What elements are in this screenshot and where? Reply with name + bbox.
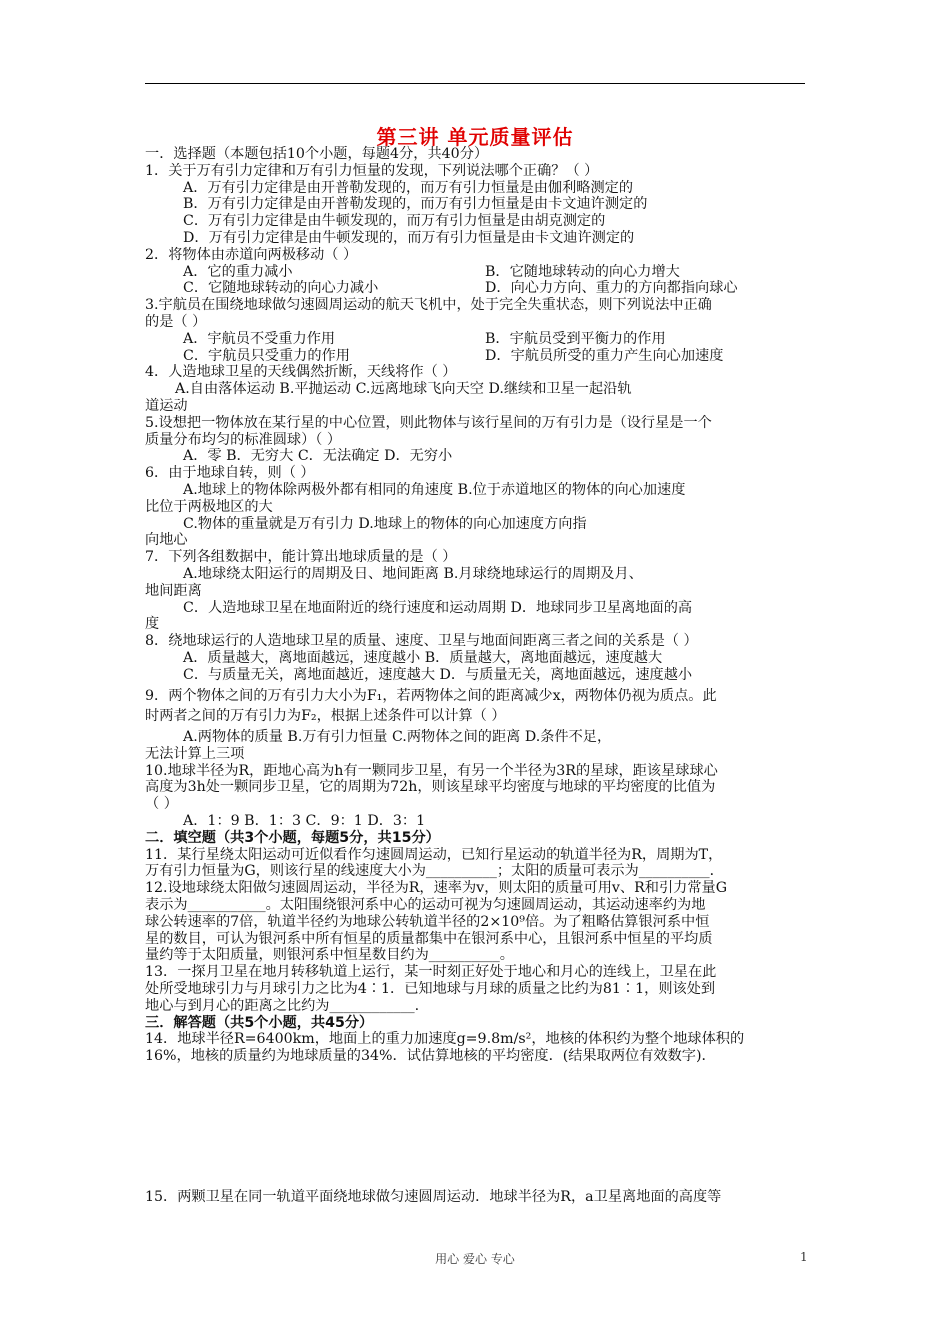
q2-option-a: A．它的重力减小 <box>183 263 293 280</box>
q2-options-row1 <box>145 264 810 281</box>
question-12-cont4: 量约等于太阳质量，则银河系中恒星数目约为__________。 <box>145 947 514 964</box>
q3-option-b: B．宇航员受到平衡力的作用 <box>485 330 666 347</box>
question-5-cont: 质量分布均匀的标准圆球）（ ） <box>145 431 342 448</box>
question-12-cont: 表示为___________。太阳围绕银河系中心的运动可视为匀速圆周运动，其运动速率约为地 <box>145 897 706 914</box>
question-3: 3.宇航员在围绕地球做匀速圆周运动的航天飞机中，处于完全失重状态，则下列说法中正确 <box>145 297 712 314</box>
question-6: 6．由于地球自转，则（ ） <box>145 465 315 482</box>
q3-options-row1 <box>145 331 810 348</box>
question-8: 8．绕地球运行的人造地球卫星的质量、速度、卫星与地面间距离三者之间的关系是（ ） <box>145 633 698 650</box>
question-7: 7．下列各组数据中，能计算出地球质量的是（ ） <box>145 549 457 566</box>
q6-options-4: 向地心 <box>145 532 188 549</box>
q6-options-1: A.地球上的物体除两极外都有相同的角速度 B.位于赤道地区的物体的向心加速度 <box>183 481 686 498</box>
q1-option-a: A．万有引力定律是由开普勒发现的，而万有引力恒量是由伽利略测定的 <box>183 179 634 196</box>
q2-option-d: D．向心力方向、重力的方向都指向球心 <box>485 280 738 297</box>
question-4: 4．人造地球卫星的天线偶然折断，天线将作（ ） <box>145 364 457 381</box>
page-number: 1 <box>800 1250 808 1264</box>
q4-options: A.自由落体运动 B.平抛运动 C.远离地球飞向天空 D.继续和卫星一起沿轨 <box>175 381 632 398</box>
q2-option-c: C．它随地球转动的向心力减小 <box>183 280 379 297</box>
q7-options-1: A.地球绕太阳运行的周期及日、地间距离 B.月球绕地球运行的周期及月、 <box>183 565 643 582</box>
question-13-cont2: 地心与到月心的距离之比约为____________. <box>145 997 420 1014</box>
question-12-cont2: 球公转速率的7倍，轨道半径约为地球公转轨道半径的2×10⁹倍。为了粗略估算银河系中恒 <box>145 913 710 930</box>
page-footer: 用心 爱心 专心 <box>435 1252 515 1266</box>
question-14-cont: 16%，地核的质量约为地球质量的34%．试估算地核的平均密度．(结果取两位有效数字)． <box>145 1048 716 1065</box>
q7-options-2: 地间距离 <box>145 582 202 599</box>
q10-options: A．1：9 B．1：3 C．9：1 D．3：1 <box>183 813 426 830</box>
section-heading-answer: 三．解答题（共5个小题，共45分） <box>145 1014 374 1031</box>
question-14: 14．地球半径R=6400km，地面上的重力加速度g=9.8m/s²，地核的体积约为整个地球体积的 <box>145 1031 745 1048</box>
q7-options-4: 度 <box>145 616 160 633</box>
q3-option-c: C．宇航员只受重力的作用 <box>183 347 350 364</box>
question-10-cont2: （ ） <box>145 796 178 813</box>
question-13-cont: 处所受地球引力与月球引力之比为4∶1．已知地球与月球的质量之比约为81∶1，则该处到 <box>145 981 716 998</box>
q1-option-d: D．万有引力定律是由牛顿发现的，而万有引力恒量是由卡文迪许测定的 <box>183 229 635 246</box>
q2-options-row2 <box>145 280 810 297</box>
q9-options: A.两物体的质量 B.万有引力恒量 C.两物体之间的距离 D.条件不足， <box>183 729 612 746</box>
question-10: 10.地球半径为R，距地心高为h有一颗同步卫星，有另一个半径为3R的星球，距该星球球心 <box>145 762 718 779</box>
q5-options: A．零 B．无穷大 C．无法确定 D．无穷小 <box>183 448 453 465</box>
question-12-cont3: 星的数目，可认为银河系中所有恒星的质量都集中在银河系中心，且银河系中恒星的平均质 <box>145 930 713 947</box>
question-11-cont: 万有引力恒量为G，则该行星的线速度大小为__________；太阳的质量可表示为__________． <box>145 863 724 880</box>
q1-option-b: B．万有引力定律是由开普勒发现的，而万有引力恒量是由卡文迪许测定的 <box>183 196 648 213</box>
section-heading-choice: 一．选择题（本题包括10个小题，每题4分，共40分） <box>145 146 489 162</box>
question-11: 11．某行星绕太阳运动可近似看作匀速圆周运动，已知行星运动的轨道半径为R，周期为T， <box>145 846 723 863</box>
question-15: 15．两颗卫星在同一轨道平面绕地球做匀速圆周运动．地球半径为R，a卫星离地面的高度等 <box>145 1189 722 1205</box>
page-title: 第三讲 单元质量评估 <box>376 125 574 149</box>
q8-options-1: A．质量越大，离地面越远，速度越小 B．质量越大，离地面越远，速度越大 <box>183 649 663 666</box>
question-2: 2．将物体由赤道向两极移动（ ） <box>145 246 358 263</box>
q9-options-cont: 无法计算上三项 <box>145 745 245 762</box>
q1-option-c: C．万有引力定律是由牛顿发现的，而万有引力恒量是由胡克测定的 <box>183 213 606 230</box>
question-9-cont: 时两者之间的万有引力为F₂，根据上述条件可以计算（ ） <box>145 708 506 725</box>
q8-options-2: C．与质量无关，离地面越近，速度越大 D．与质量无关，离地面越远，速度越小 <box>183 666 693 683</box>
question-10-cont: 高度为3h处一颗同步卫星，它的周期为72h，则该星球平均密度与地球的平均密度的比值为 <box>145 779 716 796</box>
question-3-cont: 的是（ ） <box>145 313 207 330</box>
q3-options-row2 <box>145 348 810 365</box>
question-13: 13．一探月卫星在地月转移轨道上运行，某一时刻正好处于地心和月心的连线上，卫星在此 <box>145 964 717 981</box>
question-12: 12.设地球绕太阳做匀速圆周运动，半径为R，速率为v，则太阳的质量可用v、R和引力常量G <box>145 880 728 897</box>
q3-option-a: A．宇航员不受重力作用 <box>183 330 336 347</box>
section-heading-fill: 二．填空题（共3个小题，每题5分，共15分） <box>145 829 440 846</box>
header-rule <box>145 83 805 84</box>
document-body <box>145 146 810 1065</box>
q7-options-3: C．人造地球卫星在地面附近的绕行速度和运动周期 D．地球同步卫星离地面的高 <box>183 599 693 616</box>
question-9: 9．两个物体之间的万有引力大小为F₁，若两物体之间的距离减少x，两物体仍视为质点。此 <box>145 687 717 704</box>
q6-options-2: 比位于两极地区的大 <box>145 498 273 515</box>
question-5: 5.设想把一物体放在某行星的中心位置，则此物体与该行星间的万有引力是（设行星是一个 <box>145 414 712 431</box>
q6-options-3: C.物体的重量就是万有引力 D.地球上的物体的向心加速度方向指 <box>183 515 587 532</box>
q2-option-b: B．它随地球转动的向心力增大 <box>485 263 680 280</box>
q3-option-d: D．宇航员所受的重力产生向心加速度 <box>485 347 724 364</box>
q4-options-cont: 道运动 <box>145 397 188 414</box>
question-1: 1．关于万有引力定律和万有引力恒量的发现，下列说法哪个正确？（ ） <box>145 162 599 179</box>
